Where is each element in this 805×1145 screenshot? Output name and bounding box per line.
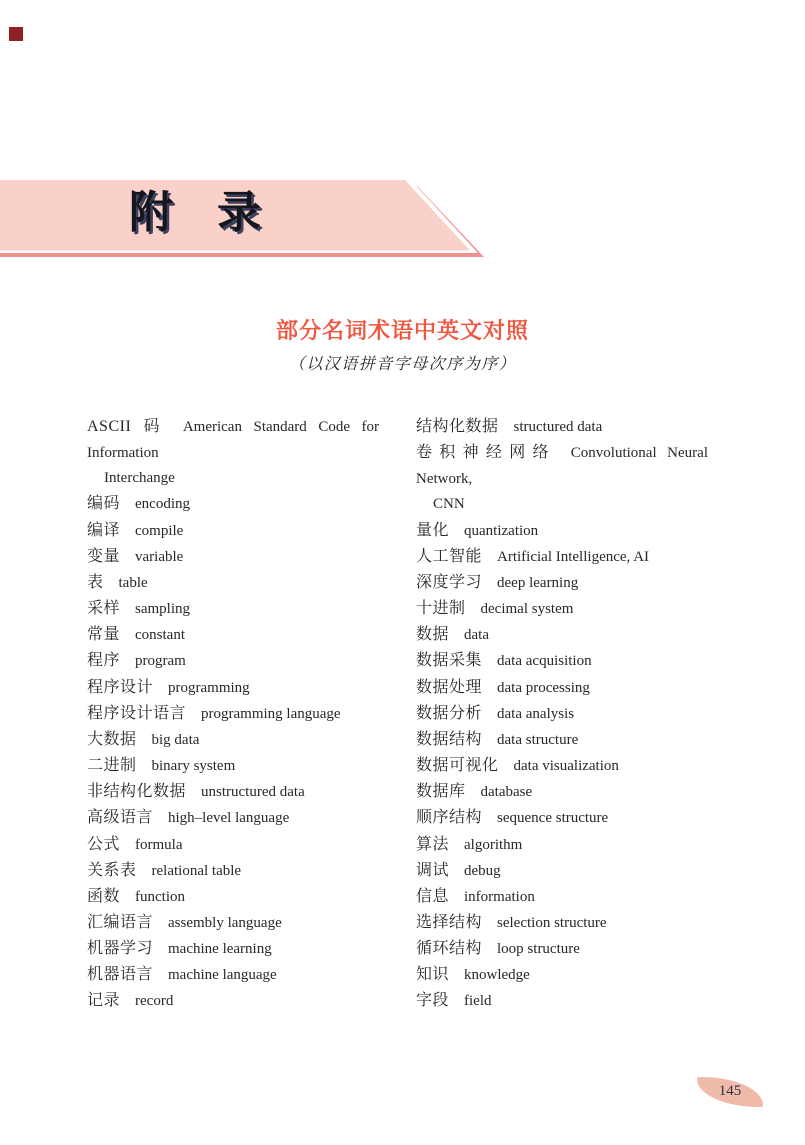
term-english: encoding — [135, 496, 190, 513]
term-chinese: 调试 — [416, 861, 450, 879]
term-english: decimal system — [480, 601, 574, 618]
term-english: algorithm — [464, 836, 523, 853]
term-english: programming language — [201, 705, 341, 722]
term-chinese: 机器学习 — [87, 940, 154, 958]
term-chinese: 编译 — [87, 521, 121, 539]
term-chinese: 程序设计语言 — [87, 704, 187, 722]
glossary-entry — [87, 910, 379, 936]
term-english: sequence structure — [497, 810, 609, 827]
term-english: machine language — [168, 967, 277, 984]
term-english: knowledge — [464, 967, 530, 984]
term-english: database — [480, 784, 533, 801]
term-chinese: 记录 — [87, 992, 121, 1010]
term-chinese: 公式 — [87, 835, 121, 853]
glossary-entry — [416, 518, 708, 544]
page-number-badge — [697, 1077, 763, 1107]
appendix-title: 附 录 — [129, 188, 261, 237]
term-chinese: 循环结构 — [416, 940, 483, 958]
glossary-entry — [87, 675, 379, 701]
glossary-entry — [87, 727, 379, 753]
term-chinese: 结构化数据 — [416, 418, 499, 435]
term-english: data acquisition — [497, 653, 592, 670]
glossary-entry — [87, 622, 379, 648]
term-english: binary system — [151, 758, 236, 775]
term-chinese: 关系表 — [87, 861, 137, 879]
term-english: unstructured data — [201, 784, 305, 801]
term-chinese: 二进制 — [87, 757, 137, 775]
term-english: loop structure — [497, 941, 580, 958]
term-chinese: 大数据 — [87, 730, 137, 748]
glossary-entry — [416, 884, 708, 910]
term-english: Artificial Intelligence, AI — [497, 548, 650, 565]
glossary-entry — [87, 988, 379, 1014]
section-subheading: （以汉语拼音字母次序为序） — [288, 356, 517, 373]
term-english: deep learning — [497, 574, 579, 591]
term-english: data structure — [497, 731, 579, 748]
term-chinese: 数据分析 — [416, 704, 483, 722]
glossary-entry — [416, 858, 708, 884]
glossary-entry — [416, 962, 708, 988]
glossary-entry — [87, 570, 379, 596]
glossary-entry — [87, 884, 379, 910]
term-chinese: 表 — [87, 573, 104, 591]
term-chinese: 程序设计 — [87, 678, 154, 696]
glossary-entry — [416, 805, 708, 831]
glossary-entry — [87, 544, 379, 570]
term-english: compile — [135, 522, 184, 539]
term-english-continued: Interchange — [104, 470, 175, 487]
term-chinese: ASCII 码 — [87, 418, 168, 435]
term-chinese: 数据库 — [416, 783, 466, 801]
term-chinese: 十进制 — [416, 600, 466, 618]
term-english: quantization — [464, 522, 539, 539]
glossary-entry — [87, 936, 379, 962]
term-chinese: 字段 — [416, 992, 450, 1010]
term-english: machine learning — [168, 941, 272, 958]
glossary-entry — [87, 414, 379, 491]
term-chinese: 变量 — [87, 547, 121, 565]
term-english: selection structure — [497, 914, 607, 931]
glossary-entry — [87, 805, 379, 831]
term-chinese: 数据处理 — [416, 678, 483, 696]
term-chinese: 深度学习 — [416, 573, 483, 591]
glossary-column-left — [87, 414, 379, 1015]
term-english: function — [135, 888, 186, 905]
glossary-entry — [416, 544, 708, 570]
page-number: 145 — [718, 1083, 742, 1099]
glossary-entry — [416, 988, 708, 1014]
corner-mark — [9, 27, 23, 41]
glossary-entry — [87, 832, 379, 858]
term-english: data analysis — [497, 705, 575, 722]
term-english: data visualization — [513, 758, 619, 775]
term-chinese: 高级语言 — [87, 809, 154, 827]
glossary-entry — [87, 596, 379, 622]
term-english: big data — [151, 731, 200, 748]
term-chinese: 数据可视化 — [416, 757, 499, 775]
term-chinese: 汇编语言 — [87, 913, 154, 931]
term-english: table — [118, 574, 148, 591]
term-chinese: 数据采集 — [416, 652, 483, 670]
term-english: programming — [168, 679, 250, 696]
term-chinese: 信息 — [416, 887, 450, 905]
glossary-entry — [416, 779, 708, 805]
term-chinese: 算法 — [416, 835, 450, 853]
term-chinese: 数据 — [416, 626, 450, 644]
term-chinese: 人工智能 — [416, 547, 483, 565]
term-chinese: 机器语言 — [87, 966, 154, 984]
glossary-entry — [87, 962, 379, 988]
term-english: record — [135, 993, 174, 1010]
glossary-entry — [416, 832, 708, 858]
glossary-entry — [416, 910, 708, 936]
appendix-banner — [0, 178, 510, 264]
term-english: debug — [464, 862, 501, 879]
term-chinese: 卷积神经网络 — [416, 444, 556, 462]
glossary-entry — [416, 701, 708, 727]
glossary-entry — [416, 675, 708, 701]
glossary-entry — [416, 414, 708, 440]
term-chinese: 数据结构 — [416, 730, 483, 748]
term-english-continued: CNN — [433, 496, 465, 513]
glossary-entry — [416, 596, 708, 622]
term-english: program — [135, 653, 186, 670]
term-english: Convolutional Neural Network, — [416, 445, 708, 488]
term-english: field — [464, 993, 492, 1010]
term-chinese: 知识 — [416, 966, 450, 984]
glossary-entry — [416, 648, 708, 674]
glossary-entry — [87, 648, 379, 674]
glossary-entry — [416, 622, 708, 648]
term-chinese: 非结构化数据 — [87, 783, 187, 801]
term-chinese: 采样 — [87, 600, 121, 618]
glossary-column-right — [416, 414, 708, 1015]
term-english: relational table — [151, 862, 242, 879]
term-english: American Standard Code for Information — [87, 419, 379, 462]
glossary-entry — [87, 701, 379, 727]
glossary-entry — [416, 440, 708, 517]
term-english: formula — [135, 836, 183, 853]
term-chinese: 顺序结构 — [416, 809, 483, 827]
glossary-entry — [416, 570, 708, 596]
glossary-entry — [416, 936, 708, 962]
glossary-entry — [87, 779, 379, 805]
term-english: data processing — [497, 679, 590, 696]
glossary-entry — [416, 727, 708, 753]
term-english: constant — [135, 627, 186, 644]
term-english: data — [464, 627, 489, 644]
glossary-entry — [87, 491, 379, 517]
term-chinese: 选择结构 — [416, 913, 483, 931]
term-chinese: 程序 — [87, 652, 121, 670]
term-english: sampling — [135, 601, 191, 618]
term-english: variable — [135, 548, 184, 565]
glossary-entry — [87, 753, 379, 779]
term-chinese: 函数 — [87, 887, 121, 905]
term-chinese: 编码 — [87, 495, 121, 513]
section-heading: 部分名词术语中英文对照 — [275, 318, 529, 343]
term-english: assembly language — [168, 914, 282, 931]
term-chinese: 常量 — [87, 626, 121, 644]
term-english: high–level language — [168, 810, 290, 827]
term-chinese: 量化 — [416, 521, 450, 539]
term-english: information — [464, 888, 535, 905]
glossary-entry — [87, 518, 379, 544]
glossary-entry — [416, 753, 708, 779]
glossary-entry — [87, 858, 379, 884]
term-english: structured data — [513, 419, 603, 435]
